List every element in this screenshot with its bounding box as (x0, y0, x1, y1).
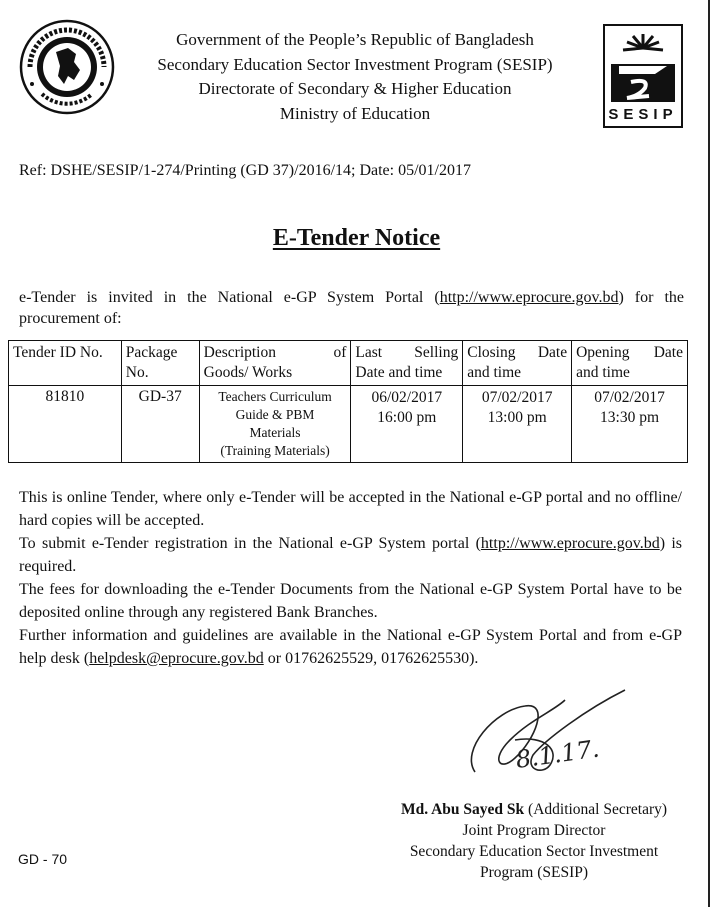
page-border (708, 0, 710, 907)
body-paragraph-fees: The fees for downloading the e-Tender Documents from the National e-GP System Portal have to be deposited online through any registered Bank Branches. (19, 581, 682, 621)
logo-text: SESIP (608, 106, 678, 123)
helpdesk-email-link[interactable]: helpdesk@eprocure.gov.bd (89, 650, 264, 667)
table-header-row (9, 341, 688, 386)
cell-last-selling: 06/02/2017 16:00 pm (351, 386, 463, 463)
signatory-org-line1: Secondary Education Sector Investment (409, 843, 659, 860)
cell-closing: 07/02/2017 13:00 pm (463, 386, 572, 463)
signatory-designation: (Additional Secretary) (524, 801, 668, 818)
body-paragraph-registration: To submit e-Tender registration in the National e-GP System portal (http://www.eprocure.gov.bd) is required. (19, 535, 683, 575)
signature-date: 8.1.17. (513, 734, 601, 774)
sesip-logo (603, 24, 683, 128)
eprocure-link[interactable]: http://www.eprocure.gov.bd (439, 289, 619, 306)
header-line-government: Government of the People’s Republic of Bangladesh (176, 30, 534, 49)
reference-line: Ref: DSHE/SESIP/1-274/Printing (GD 37)/2016/14; Date: 05/01/2017 (19, 162, 471, 179)
col-header-package: Package No. (121, 341, 199, 386)
cell-opening: 07/02/2017 13:30 pm (572, 386, 688, 463)
letterhead (120, 28, 590, 126)
cell-package: GD-37 (121, 386, 199, 463)
header-line-ministry: Ministry of Education (279, 103, 431, 123)
notice-title-text: E-Tender Notice (272, 225, 441, 251)
intro-text-end: ) for the procurement of: (19, 289, 685, 327)
signatory-org-line2: Program (SESIP) (479, 864, 589, 881)
cell-description: Teachers Curriculum Guide & PBM Materials (Training Materials) (199, 386, 351, 463)
table-row (9, 386, 688, 463)
col-header-opening: Opening Date and time (572, 341, 688, 386)
intro-paragraph (19, 287, 684, 329)
government-seal-logo (18, 18, 116, 116)
notice-title (0, 225, 713, 252)
footer-code: GD - 70 (18, 851, 68, 867)
signatory-block (389, 799, 679, 883)
header-line-program: Secondary Education Sector Investment Program (SESIP) (157, 54, 553, 74)
col-header-closing: Closing Date and time (463, 341, 572, 386)
body-paragraph-online: This is online Tender, where only e-Tender will be accepted in the National e-GP portal and no offline/ hard copies will be accepted. (19, 489, 682, 529)
handwritten-signature (455, 680, 640, 790)
body-paragraph-helpdesk: Further information and guidelines are available in the National e-GP System Portal and from e-GP help desk (helpdesk@eprocure.gov.bd or 01762625529, 01762625530). (19, 627, 682, 667)
tender-table (8, 340, 688, 463)
signatory-name: Md. Abu Sayed Sk (400, 801, 525, 818)
signatory-title: Joint Program Director (462, 822, 606, 839)
intro-text: e-Tender is invited in the National e-GP System Portal ( (19, 289, 440, 306)
cell-tender-id: 81810 (9, 386, 122, 463)
notice-body (19, 486, 682, 670)
col-header-description: Description of Goods/ Works (199, 341, 351, 386)
header-line-directorate: Directorate of Secondary & Higher Education (198, 79, 512, 98)
col-header-last-selling: Last Selling Date and time (351, 341, 463, 386)
col-header-tender-id: Tender ID No. (9, 341, 122, 386)
eprocure-registration-link[interactable]: http://www.eprocure.gov.bd (480, 535, 660, 552)
